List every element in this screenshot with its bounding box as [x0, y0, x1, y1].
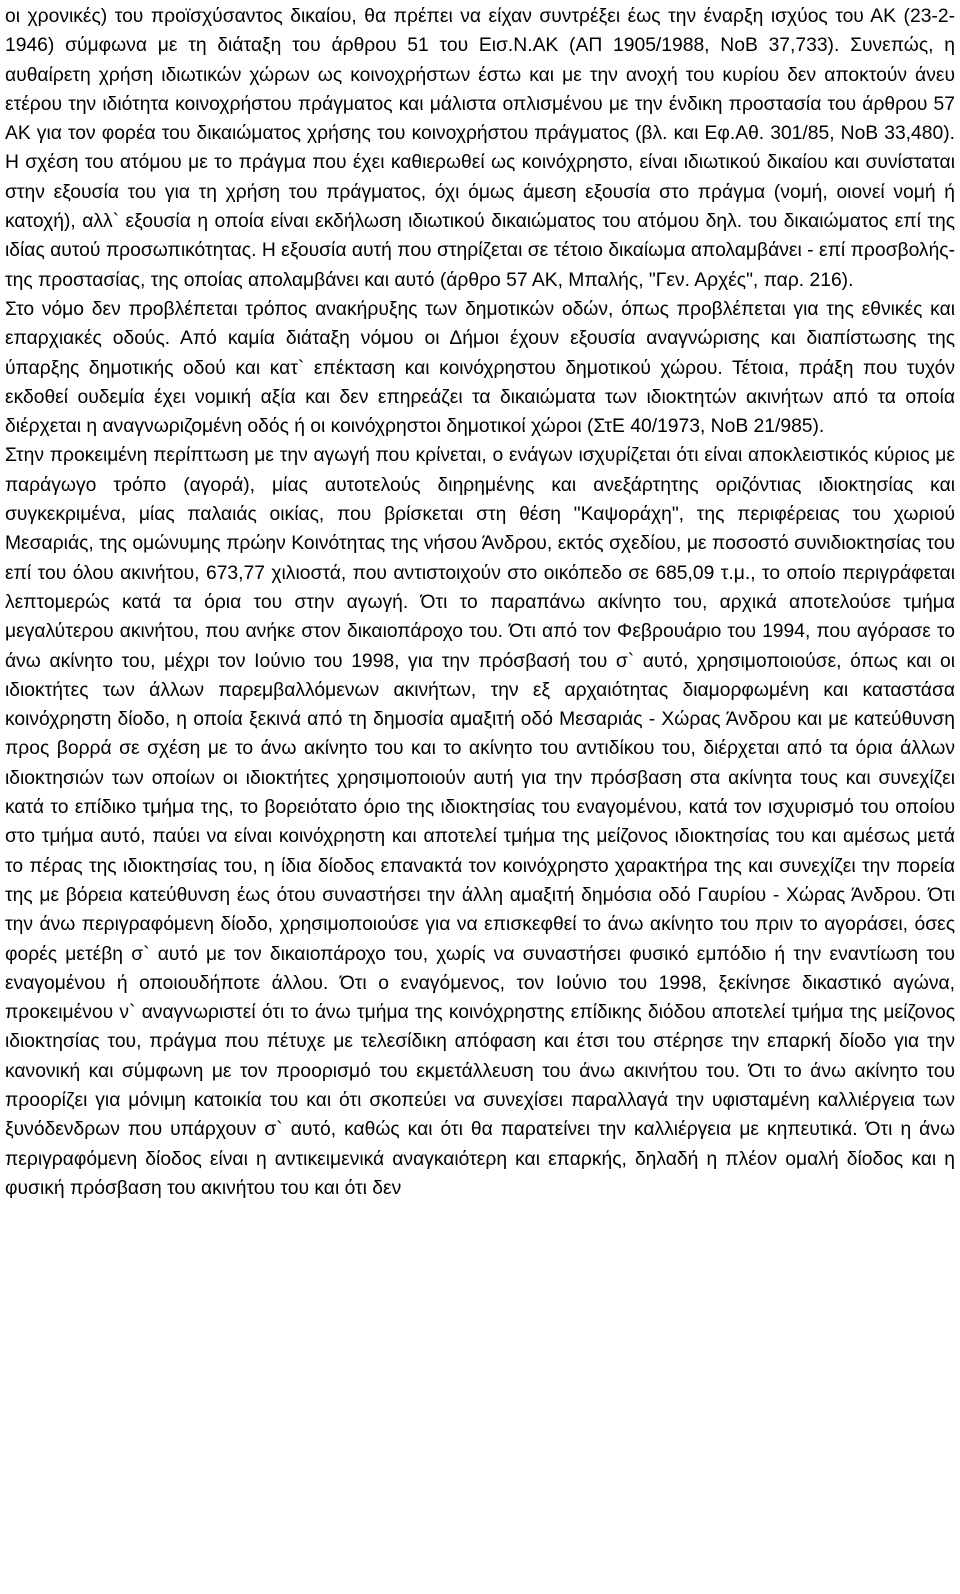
paragraph-2: Στο νόμο δεν προβλέπεται τρόπος ανακήρυξης των δημοτικών οδών, όπως προβλέπεται για της εθνικές και επαρχιακές οδούς. Από καμία διάταξη νόμου οι Δήμοι έχουν εξουσία αναγνώρισης και διαπίστωσης της ύπαρξης δημοτικής οδού και κατ` επέκταση και κοινόχρηστου δημοτικού χώρου. Τέτοια, πράξη που τυχόν εκδοθεί ουδεμία έχει νομική αξία και δεν επηρεάζει τα δικαιώματα των ιδιοκτητών ακινήτων από τα οποία διέρχεται η αναγνωριζομένη οδός ή οι κοινόχρηστοι δημοτικοί χώροι (ΣτΕ 40/1973, ΝοΒ 21/985). [5, 298, 955, 438]
document-page [5, 2, 955, 1203]
paragraph-3: Στην προκειμένη περίπτωση με την αγωγή που κρίνεται, ο ενάγων ισχυρίζεται ότι είναι αποκλειστικός κύριος με παράγωγο τρόπο (αγορά), μίας αυτοτελούς διηρημένης και ανεξάρτητης οριζόντιας ιδιοκτησίας και συγκεκριμένα, μίας παλαιάς οικίας, που βρίσκεται στη θέση "Καψοράχη", της περιφέρειας του χωριού Μεσαριάς, της ομώνυμης πρώην Κοινότητας της νήσου Άνδρου, εκτός σχεδίου, με ποσοστό συνιδιοκτησίας του επί του όλου ακινήτου, 673,77 χιλιοστά, που αντιστοιχούν στο οικόπεδο σε 685,09 τ.μ., το οποίο περιγράφεται λεπτομερώς κατά τα όρια του στην αγωγή. Ότι το παραπάνω ακίνητο του, αρχικά αποτελούσε τμήμα μεγαλύτερου ακινήτου, που ανήκε στον δικαιοπάροχο του. Ότι από τον Φεβρουάριο του 1994, που αγόρασε το άνω ακίνητο του, μέχρι τον Ιούνιο του 1998, για την πρόσβασή του σ` αυτό, χρησιμοποιούσε, όπως και οι ιδιοκτήτες των άλλων παρεμβαλλόμενων ακινήτων, την εξ αρχαιότητας διαμορφωμένη και καταστάσα κοινόχρηστη δίοδο, η οποία ξεκινά από τη δημοσία αμαξιτή οδό Μεσαριάς - Χώρας Άνδρου και με κατεύθυνση προς βορρά σε σχέση με το άνω ακίνητο του και το ακίνητο του αντιδίκου του, διέρχεται από τα όρια άλλων ιδιοκτησιών των οποίων οι ιδιοκτήτες χρησιμοποιούν αυτή για την πρόσβαση στα ακίνητα τους και συνεχίζει κατά το επίδικο τμήμα της, το βορειότατο όριο της ιδιοκτησίας του εναγομένου, κατά τον ισχυρισμό του οποίου στο τμήμα αυτό, παύει να είναι κοινόχρηστη και αποτελεί τμήμα της μείζονος ιδιοκτησίας του και αμέσως μετά το πέρας της ιδιοκτησίας του, η ίδια δίοδος επανακτά τον κοινόχρηστο χαρακτήρα της και συνεχίζει την πορεία της με βόρεια κατεύθυνση έως ότου συναστήσει την άλλη αμαξιτή δημόσια οδό Γαυρίου - Χώρας Άνδρου. Ότι την άνω περιγραφόμενη δίοδο, χρησιμοποιούσε για να επισκεφθεί το άνω ακίνητο του πριν το αγοράσει, όσες φορές μετέβη σ` αυτό με τον δικαιοπάροχο του, χωρίς να συναστήσει φυσικό εμπόδιο ή την εναντίωση του εναγομένου ή οποιουδήποτε άλλου. Ότι ο εναγόμενος, τον Ιούνιο του 1998, ξεκίνησε δικαστικό αγώνα, προκειμένου ν` αναγνωριστεί ότι το άνω τμήμα της κοινόχρηστης επίδικης διόδου αποτελεί τμήμα της μείζονος ιδιοκτησίας του, πράγμα που πέτυχε με τελεσίδικη απόφαση και έτσι του στέρησε την επαρκή δίοδο για την κανονική και σύμφωνη με τον προορισμό του εκμετάλλευση του άνω ακινήτου του. Ότι το άνω ακίνητο του προορίζει για μόνιμη κατοικία του και ότι σκοπεύει να συνεχίσει παραλλαγά την υφισταμένη καλλιέργεια των ξυνόδενδρων που υπάρχουν σ` αυτό, καθώς και ότι θα παρατείνει την καλλιέργεια με κηπευτικά. Ότι η άνω περιγραφόμενη δίοδος είναι η αντικειμενικά αναγκαιότερη και επαρκής, δηλαδή η πλέον ομαλή δίοδος και η φυσική πρόσβαση του ακινήτου του και ότι δεν [5, 445, 955, 1199]
paragraph-1: οι χρονικές) του προϊσχύσαντος δικαίου, θα πρέπει να είχαν συντρέξει έως την έναρξη ισχύος του ΑΚ (23-2-1946) σύμφωνα με τη διάταξη του άρθρου 51 του Εισ.Ν.ΑΚ (ΑΠ 1905/1988, ΝοΒ 37,733). Συνεπώς, η αυθαίρετη χρήση ιδιωτικών χώρων ως κοινοχρήστων έστω και με την ανοχή του κυρίου δεν αποκτούν άνευ ετέρου την ιδιότητα κοινοχρήστου πράγματος και μάλιστα οπλισμένου με την ένδικη προστασία του άρθρου 57 ΑΚ για τον φορέα του δικαιώματος χρήσης του κοινοχρήστου πράγματος (βλ. και Εφ.Αθ. 301/85, ΝοΒ 33,480). Η σχέση του ατόμου με το πράγμα που έχει καθιερωθεί ως κοινόχρηστο, είναι ιδιωτικού δικαίου και συνίσταται στην εξουσία του για τη χρήση του πράγματος, όχι όμως άμεση εξουσία στο πράγμα (νομή, οιονεί νομή ή κατοχή), αλλ` εξουσία η οποία είναι εκδήλωση ιδιωτικού δικαιώματος του ατόμου δηλ. του δικαιώματος επί της ιδίας αυτού προσωπικότητας. Η εξουσία αυτή που στηρίζεται σε τέτοιο δικαίωμα απολαμβάνει - επί προσβολής- της προστασίας, της οποίας απολαμβάνει και αυτό (άρθρο 57 ΑΚ, Μπαλής, "Γεν. Αρχές", παρ. 216). [5, 6, 955, 291]
